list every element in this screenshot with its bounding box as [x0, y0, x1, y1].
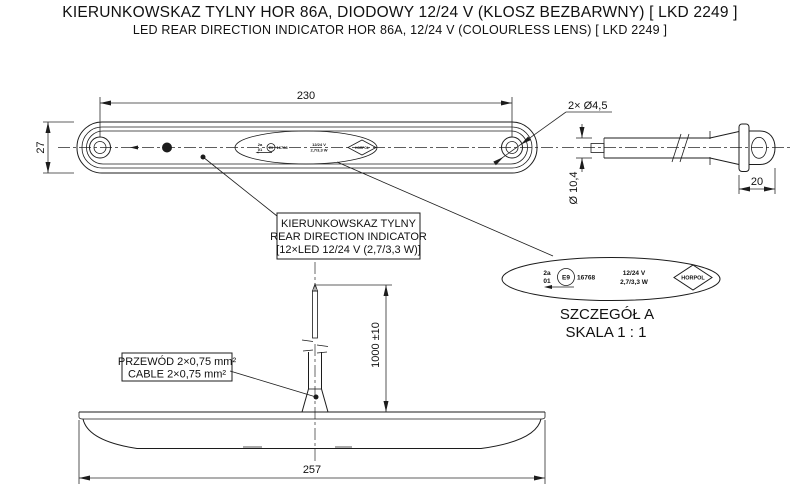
mini-e-mark: E9	[269, 145, 273, 150]
led-dot	[162, 143, 172, 153]
plate-variant: 01	[543, 278, 551, 285]
plate-number: 16768	[577, 274, 596, 282]
plate-voltage: 12/24 V	[622, 270, 646, 277]
dimension-cable-diameter	[568, 124, 592, 205]
front-view	[35, 90, 612, 173]
mini-class: 2a	[257, 142, 263, 147]
plate-e-mark: E9	[562, 274, 570, 282]
product-label-line2: REAR DIRECTION INDICATOR	[270, 231, 427, 243]
mini-voltage: 12/24 V	[312, 142, 326, 147]
dim-mount-holes: 2× Ø4,5	[568, 100, 608, 112]
dim-cable-diameter: Ø 10,4	[568, 171, 580, 205]
wire-break-mark	[317, 345, 328, 347]
cable-label-line1: PRZEWÓD 2×0,75 mm²	[117, 356, 237, 368]
plate-class: 2a	[543, 270, 551, 277]
cable-leader-line	[230, 371, 316, 397]
title-line-2: LED REAR DIRECTION INDICATOR HOR 86A, 12/24 V (COLOURLESS LENS) [ LKD 2249 ]	[132, 23, 668, 37]
leader-line	[203, 157, 277, 216]
lens-profile-curve	[83, 419, 541, 449]
product-label-line3: [12×LED 12/24 V (2,7/3,3 W)]	[276, 244, 421, 256]
direction-arrow-mark	[130, 146, 138, 150]
mini-power: 2,7/3,3 W	[310, 147, 328, 153]
dim-cable-length: 1000 ±10	[370, 322, 382, 368]
plate-power: 2,7/3,3 W	[620, 279, 648, 286]
wire-break-mark	[302, 340, 313, 342]
cable-side	[591, 131, 739, 165]
detail-scale: SKALA 1 : 1	[565, 324, 647, 341]
detail-a	[502, 258, 720, 342]
mini-variant: 01	[257, 147, 263, 152]
dim-total-length: 257	[302, 464, 322, 476]
hole-callout	[493, 100, 612, 165]
dimension-257	[79, 420, 545, 484]
wire-end	[591, 144, 604, 153]
cable-label	[118, 353, 316, 397]
side-view	[562, 124, 792, 205]
detail-caption: SZCZEGÓŁ A	[559, 306, 655, 323]
dimension-230	[100, 90, 512, 137]
dim-front-length: 230	[296, 90, 316, 102]
product-label-line1: KIERUNKOWSKAZ TYLNY	[281, 218, 416, 230]
drawing-title	[62, 4, 737, 37]
title-line-1: KIERUNKOWSKAZ TYLNY HOR 86A, DIODOWY 12/24 V (KLOSZ BEZBARWNY) [ LKD 2249 ]	[62, 4, 738, 21]
dim-front-height: 27	[35, 141, 47, 154]
dimension-cable-length	[315, 285, 392, 412]
mini-number: 16768	[276, 145, 288, 150]
lamp-bottom-profile	[79, 412, 545, 449]
bare-wire	[313, 284, 318, 338]
plate-arrow	[544, 285, 552, 289]
plate-brand: HORPOL	[681, 275, 705, 282]
product-label	[201, 155, 554, 260]
dim-body-depth: 20	[750, 176, 764, 188]
mini-brand: HORPOL	[355, 146, 369, 150]
cable-label-line2: CABLE 2×0,75 mm²	[127, 368, 227, 381]
